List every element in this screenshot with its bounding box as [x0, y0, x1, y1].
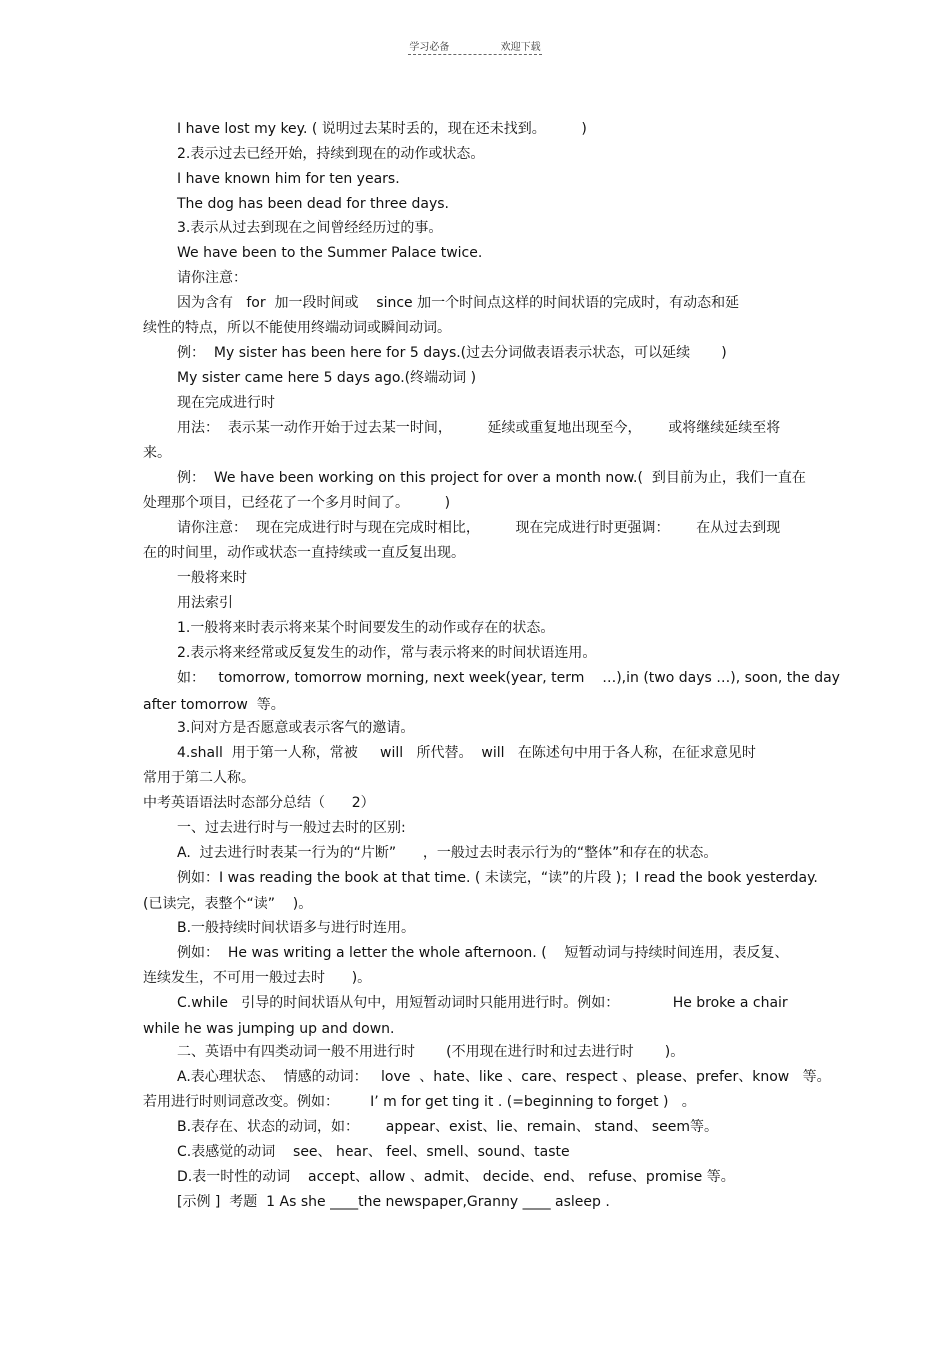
text-line: 2.表示过去已经开始，持续到现在的动作或状态。	[177, 146, 485, 162]
text-line: 3.表示从过去到现在之间曾经经历过的事。	[177, 220, 443, 236]
text-line: 例： We have been working on this project for over a month now.( 到目前为止，我们一直在	[177, 470, 806, 486]
text-line: A.表心理状态、 情感的动词： love 、hate、like 、care、respect 、please、prefer、know 等。	[177, 1069, 831, 1085]
header-right-text: 欢迎下载	[500, 42, 541, 53]
text-line: We have been to the Summer Palace twice.	[177, 245, 483, 261]
text-line: 常用于第二人称。	[143, 770, 255, 786]
text-line: D.表一时性的动词 accept、allow 、admit、 decide、end、 refuse、promise 等。	[177, 1169, 735, 1185]
text-line: 例如： He was writing a letter the whole afternoon. ( 短暂动词与持续时间连用，表反复、	[177, 945, 789, 961]
text-line: 如： tomorrow, tomorrow morning, next week(year, term …),in (two days …), soon, the day	[177, 670, 840, 686]
text-line: 1.一般将来时表示将来某个时间要发生的动作或存在的状态。	[177, 620, 555, 636]
text-line: after tomorrow 等。	[143, 697, 285, 713]
text-line: A. 过去进行时表某一行为的“片断” ，一般过去时表示行为的“整体”和存在的状态。	[177, 845, 718, 861]
text-line: I have known him for ten years.	[177, 171, 400, 187]
text-line: 用法索引	[177, 595, 233, 611]
text-line: 一、过去进行时与一般过去时的区别:	[177, 820, 406, 836]
text-line: 请你注意： 现在完成进行时与现在完成时相比， 现在完成进行时更强调： 在从过去到现	[177, 520, 781, 536]
text-line: 连续发生，不可用一般过去时 )。	[143, 970, 372, 986]
text-line: [示例 ] 考题 1 As she ____the newspaper,Granny ____ asleep .	[177, 1194, 610, 1210]
header-divider	[408, 54, 542, 55]
text-line: 若用进行时则词意改变。例如： I’ m for get ting it . (=beginning to forget ) 。	[143, 1094, 696, 1110]
text-line: 续性的特点，所以不能使用终端动词或瞬间动词。	[143, 320, 451, 336]
text-line: (已读完，表整个“读” )。	[143, 896, 313, 912]
text-line: 一般将来时	[177, 570, 247, 586]
text-line: 用法： 表示某一动作开始于过去某一时间， 延续或重复地出现至今， 或将继续延续至将	[177, 420, 781, 436]
text-line: 现在完成进行时	[177, 395, 275, 411]
text-line: B.一般持续时间状语多与进行时连用。	[177, 920, 416, 936]
text-line: 例： My sister has been here for 5 days.(过去分词做表语表示状态，可以延续 )	[177, 345, 727, 361]
text-line: I have lost my key. ( 说明过去某时丢的，现在还未找到。 )	[177, 121, 587, 137]
text-line: B.表存在、状态的动词，如： appear、exist、lie、remain、 stand、 seem等。	[177, 1119, 718, 1135]
text-line: 4.shall 用于第一人称，常被 will 所代替。 will 在陈述句中用于各人称，在征求意见时	[177, 745, 756, 761]
section-heading: 中考英语语法时态部分总结（ 2）	[143, 795, 375, 811]
text-line: C.while 引导的时间状语从句中，用短暂动词时只能用进行时。例如： He broke a chair	[177, 995, 788, 1011]
text-line: 二、英语中有四类动词一般不用进行时 (不用现在进行时和过去进行时 )。	[177, 1044, 685, 1060]
text-line: 2.表示将来经常或反复发生的动作，常与表示将来的时间状语连用。	[177, 645, 597, 661]
text-line: 因为含有 for 加一段时间或 since 加一个时间点这样的时间状语的完成时，有动态和延	[177, 295, 740, 311]
text-line: 3.问对方是否愿意或表示客气的邀请。	[177, 720, 415, 736]
text-line: while he was jumping up and down.	[143, 1021, 395, 1037]
text-line: C.表感觉的动词 see、 hear、 feel、smell、sound、taste	[177, 1144, 570, 1160]
header-left-text: 学习必备	[409, 42, 450, 53]
page-header	[0, 38, 950, 53]
text-line: 例如：I was reading the book at that time. ( 未读完，“读”的片段 )；I read the book yesterday.	[177, 870, 818, 886]
text-line: 处理那个项目，已经花了一个多月时间了。 )	[143, 495, 451, 511]
text-line: 来。	[143, 445, 171, 461]
text-line: 在的时间里，动作或状态一直持续或一直反复出现。	[143, 545, 465, 561]
text-line: 请你注意：	[177, 270, 247, 286]
text-line: The dog has been dead for three days.	[177, 196, 450, 212]
text-line: My sister came here 5 days ago.(终端动词 )	[177, 370, 477, 386]
